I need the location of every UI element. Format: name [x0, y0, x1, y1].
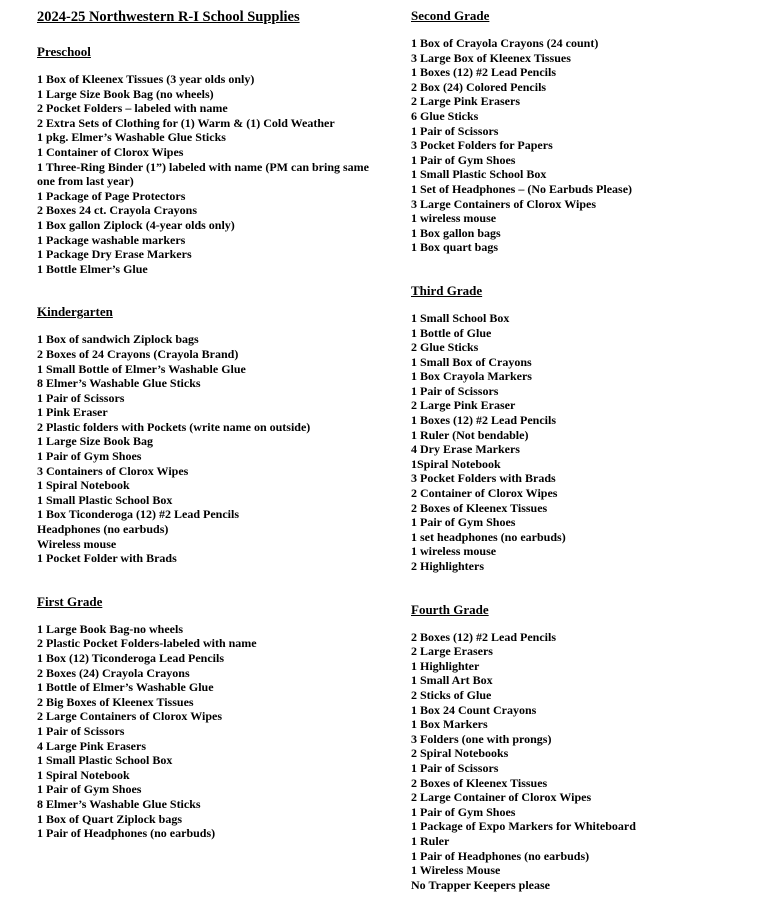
supply-item: 1 Pair of Scissors — [411, 760, 499, 775]
supply-item: 1 Pair of Scissors — [411, 383, 499, 398]
supply-item: 1 Small Plastic School Box — [411, 167, 547, 182]
supply-item: 1 Package Dry Erase Markers — [37, 247, 192, 262]
supply-item: 1 Large Book Bag-no wheels — [37, 621, 184, 636]
supply-item: 3 Pocket Folders with Brads — [411, 471, 556, 486]
section-fourth-grade — [411, 574, 756, 893]
supply-item: 1 Ruler — [411, 833, 450, 848]
supply-item: 4 Large Pink Erasers — [37, 738, 146, 753]
supply-item: 2 Large Pink Erasers — [411, 94, 520, 109]
supply-item: 1 Container of Clorox Wipes — [37, 144, 184, 159]
supply-item: 1 Box of Kleenex Tissues (3 year olds only) — [37, 72, 255, 86]
supply-item: 1 Pair of Gym Shoes — [37, 449, 142, 464]
supply-item: 8 Elmer’s Washable Glue Sticks — [37, 796, 201, 811]
supply-item: 1 Box Ticonderoga (12) #2 Lead Pencils — [37, 507, 240, 522]
supply-list — [411, 36, 756, 255]
supply-item: 1 Wireless Mouse — [411, 863, 501, 878]
supply-item: 1 set headphones (no earbuds) — [411, 529, 566, 544]
supply-item: 2 Plastic folders with Pockets (write name on outside) — [37, 419, 311, 434]
supply-item: 1 Small Plastic School Box — [37, 753, 173, 768]
supply-item: 1 Box Markers — [411, 717, 488, 732]
supply-item: 4 Dry Erase Markers — [411, 442, 520, 457]
supply-item: 1 Bottle of Elmer’s Washable Glue — [37, 680, 214, 695]
section-first-grade — [37, 566, 377, 841]
supply-item: 1 Package washable markers — [37, 232, 186, 247]
left-sections — [37, 43, 377, 841]
supply-item: 2 Boxes 24 ct. Crayola Crayons — [37, 203, 197, 218]
supply-item: 1 Pair of Gym Shoes — [37, 782, 142, 797]
supply-item: 1 Box 24 Count Crayons — [411, 702, 537, 717]
section-heading: Preschool — [37, 44, 91, 59]
supply-item: 1 Pair of Scissors — [37, 390, 125, 405]
right-sections — [411, 7, 756, 892]
supply-item: 1 Pink Eraser — [37, 405, 108, 420]
supply-item: 1 Box Crayola Markers — [411, 369, 532, 384]
supply-item: 1 Pair of Gym Shoes — [411, 515, 516, 530]
section-heading: Second Grade — [411, 8, 490, 23]
supply-item: 3 Pocket Folders for Papers — [411, 138, 553, 153]
supply-item: 3 Containers of Clorox Wipes — [37, 463, 189, 478]
supply-item: 1Spiral Notebook — [411, 456, 501, 471]
supply-item: 1 Spiral Notebook — [37, 767, 130, 782]
supply-item: 1 Box of Quart Ziplock bags — [37, 811, 183, 826]
document-title: 2024-25 Northwestern R-I School Supplies — [37, 9, 300, 25]
supply-item: 2 Plastic Pocket Folders-labeled with name — [37, 636, 257, 651]
section-preschool — [37, 43, 377, 276]
supply-item: 1 Boxes (12) #2 Lead Pencils — [411, 65, 556, 80]
supply-item: 1 Small Bottle of Elmer’s Washable Glue — [37, 361, 246, 376]
supply-item: 1 Boxes (12) #2 Lead Pencils — [411, 413, 556, 428]
supply-item: 2 Boxes (24) Crayola Crayons — [37, 665, 190, 680]
supply-item: 1 wireless mouse — [411, 211, 497, 226]
supply-item: 2 Extra Sets of Clothing for (1) Warm & (1) Cold Weather — [37, 115, 335, 130]
supply-item: 2 Boxes of Kleenex Tissues — [411, 500, 548, 515]
supply-item: 1 Box gallon bags — [411, 225, 501, 240]
section-heading: Third Grade — [411, 282, 483, 298]
supply-item: 1 Small Box of Crayons — [411, 354, 532, 369]
supply-item: 1 Box of sandwich Ziplock bags — [37, 332, 199, 347]
supply-item: 1 Small Art Box — [411, 673, 493, 688]
supply-item: 1 Pair of Gym Shoes — [411, 804, 516, 819]
supply-item: 2 Big Boxes of Kleenex Tissues — [37, 694, 194, 709]
supply-item: 1 Small Plastic School Box — [37, 492, 173, 507]
supply-item: 2 Sticks of Glue — [411, 687, 492, 702]
section-second-grade — [411, 7, 756, 255]
supply-item: 1 Bottle Elmer’s Glue — [37, 261, 148, 276]
left-column — [37, 7, 377, 841]
supply-item: 1 Box (12) Ticonderoga Lead Pencils — [37, 651, 225, 665]
section-kindergarten — [37, 276, 377, 566]
supply-item: 1 wireless mouse — [411, 544, 497, 559]
supply-item: 1 Pair of Headphones (no earbuds) — [37, 826, 216, 841]
supply-list — [37, 72, 377, 276]
supply-list — [411, 311, 756, 574]
supply-item: 1 Large Size Book Bag — [37, 434, 153, 449]
supply-item: 1 Small School Box — [411, 310, 510, 325]
supply-item: 1 Box gallon Ziplock (4-year olds only) — [37, 217, 235, 232]
section-heading: Kindergarten — [37, 304, 113, 320]
supply-item: 2 Boxes of Kleenex Tissues — [411, 775, 548, 790]
supply-item: 2 Boxes of 24 Crayons (Crayola Brand) — [37, 346, 239, 361]
supply-item: 2 Large Pink Eraser — [411, 398, 516, 413]
supply-item: 2 Highlighters — [411, 559, 485, 573]
supply-item: 2 Spiral Notebooks — [411, 746, 509, 761]
section-heading: First Grade — [37, 593, 103, 609]
supply-item: 2 Pocket Folders – labeled with name — [37, 101, 228, 116]
supply-item: 1 Box of Crayola Crayons (24 count) — [411, 36, 599, 50]
supply-item: 3 Large Containers of Clorox Wipes — [411, 196, 596, 211]
supply-item: 2 Container of Clorox Wipes — [411, 486, 558, 501]
supply-item: 1 pkg. Elmer’s Washable Glue Sticks — [37, 130, 226, 145]
supply-item: 1 Large Size Book Bag (no wheels) — [37, 86, 214, 101]
supply-item: 2 Boxes (12) #2 Lead Pencils — [411, 629, 556, 644]
supply-item: 1 Set of Headphones – (No Earbuds Please) — [411, 181, 633, 196]
supply-item: 1 Ruler (Not bendable) — [411, 427, 529, 442]
supply-item: 1 Pair of Headphones (no earbuds) — [411, 848, 590, 863]
supply-item: 2 Large Container of Clorox Wipes — [411, 790, 592, 805]
supply-item: 1 Package of Expo Markers for Whiteboard — [411, 819, 636, 834]
supply-item: 1 Highlighter — [411, 658, 480, 673]
supply-item: 1 Pair of Gym Shoes — [411, 152, 516, 167]
supply-item: 3 Large Box of Kleenex Tissues — [411, 50, 571, 65]
supply-item: 2 Box (24) Colored Pencils — [411, 79, 547, 94]
supply-list — [411, 630, 756, 893]
supply-item: 2 Large Erasers — [411, 644, 493, 659]
supply-item: 1 Box quart bags — [411, 240, 499, 255]
supply-item: 1 Bottle of Glue — [411, 325, 492, 340]
section-third-grade — [411, 255, 756, 574]
section-heading: Fourth Grade — [411, 601, 489, 617]
supply-item: Headphones (no earbuds) — [37, 522, 169, 537]
supply-item: No Trapper Keepers please — [411, 877, 550, 892]
supply-item: 2 Large Containers of Clorox Wipes — [37, 709, 222, 724]
supply-item: 1 Pair of Scissors — [411, 123, 499, 138]
supply-item: 2 Glue Sticks — [411, 340, 479, 355]
supply-item: 1 Spiral Notebook — [37, 478, 130, 493]
supply-item: 1 Pocket Folder with Brads — [37, 551, 177, 566]
supply-item: 6 Glue Sticks — [411, 108, 479, 123]
right-column — [411, 7, 756, 892]
supply-item: 1 Three-Ring Binder (1”) labeled with name (PM can bring same one from last year) — [37, 159, 369, 189]
supply-list — [37, 622, 377, 841]
supply-item: 3 Folders (one with prongs) — [411, 731, 552, 746]
supply-item: 1 Pair of Scissors — [37, 723, 125, 738]
supply-item: Wireless mouse — [37, 536, 117, 551]
supply-list — [37, 332, 377, 566]
supply-item: 8 Elmer’s Washable Glue Sticks — [37, 376, 201, 391]
supply-item: 1 Package of Page Protectors — [37, 188, 186, 203]
